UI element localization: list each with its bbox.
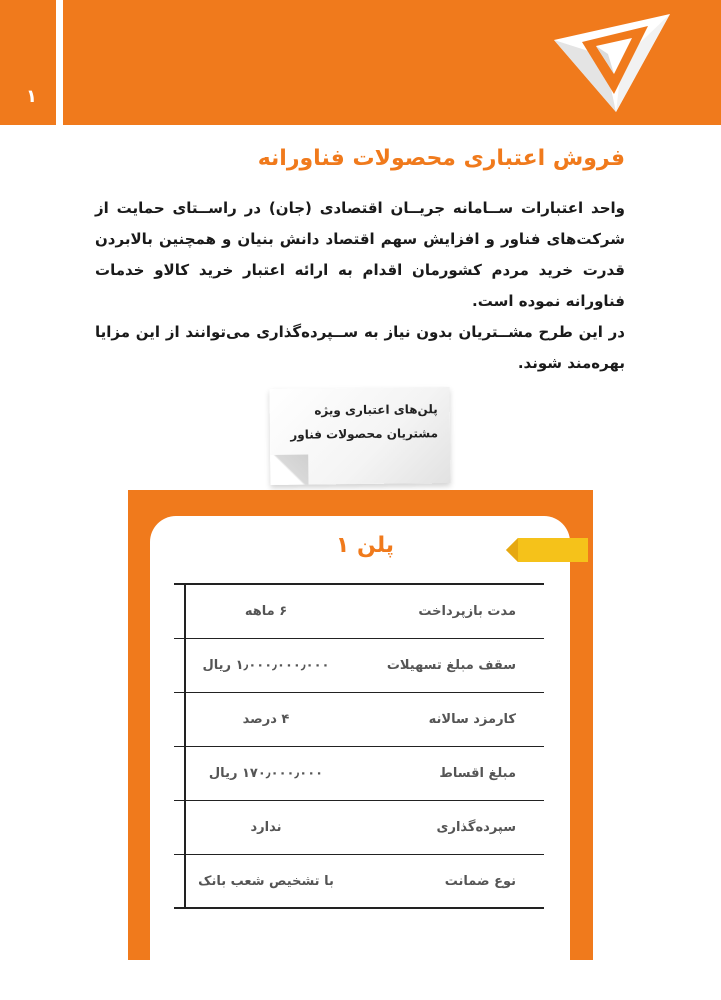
- row-label: مبلغ اقساط: [439, 766, 516, 781]
- row-value: ۶ ماهه: [244, 604, 288, 619]
- table-row: [174, 693, 544, 747]
- row-value: ندارد: [250, 820, 282, 835]
- row-value: ۱٫۰۰۰٫۰۰۰٫۰۰۰ ریال: [202, 658, 330, 673]
- row-label: مدت بازپرداخت: [418, 604, 516, 619]
- row-value: ۱۷۰٫۰۰۰٫۰۰۰ ریال: [208, 766, 324, 781]
- note-line-2: مشتریان محصولات فناور: [290, 426, 439, 442]
- page-title: فروش اعتباری محصولات فناورانه: [257, 146, 625, 171]
- note-text: [278, 397, 438, 447]
- row-label: کارمزد سالانه: [428, 712, 516, 727]
- table-column-divider: [184, 583, 186, 909]
- ribbon-tag-icon: [496, 538, 588, 562]
- intro-paragraph-1: واحد اعتبارات ســامانه جریــان اقتصادی (جان) در راســتای حمایت از شرکت‌های فناور و افزایش سهم اقتصاد دانش بنیان و همچنین بالابردن قدرت خرید مردم کشورمان اقدام به ارائه اعتبار خرید کالاو خدمات فناورانه نموده است.: [95, 199, 625, 310]
- row-label: نوع ضمانت: [444, 874, 516, 889]
- table-row: [174, 855, 544, 909]
- plan-table: [174, 583, 544, 909]
- page-number: ۱: [26, 86, 37, 107]
- plan-title: پلن ۱: [335, 533, 395, 558]
- note-line-1: پلن‌های اعتباری ویژه: [314, 402, 438, 418]
- table-row: [174, 801, 544, 855]
- row-label: سقف مبلغ تسهیلات: [386, 658, 516, 673]
- row-value: با تشخیص شعب بانک: [198, 874, 334, 889]
- intro-paragraph-2: در این طرح مشــتریان بدون نیاز به ســپرده‌گذاری می‌توانند از این مزایا بهره‌مند شوند.: [95, 323, 625, 372]
- row-value: ۴ درصد: [242, 712, 290, 727]
- sticky-note: [270, 387, 451, 485]
- row-label: سپرده‌گذاری: [436, 820, 516, 835]
- note-curl: [270, 455, 308, 485]
- intro-text: [95, 193, 625, 379]
- table-row: [174, 639, 544, 693]
- table-row: [174, 585, 544, 639]
- triangle-logo-icon: [552, 12, 672, 116]
- table-row: [174, 747, 544, 801]
